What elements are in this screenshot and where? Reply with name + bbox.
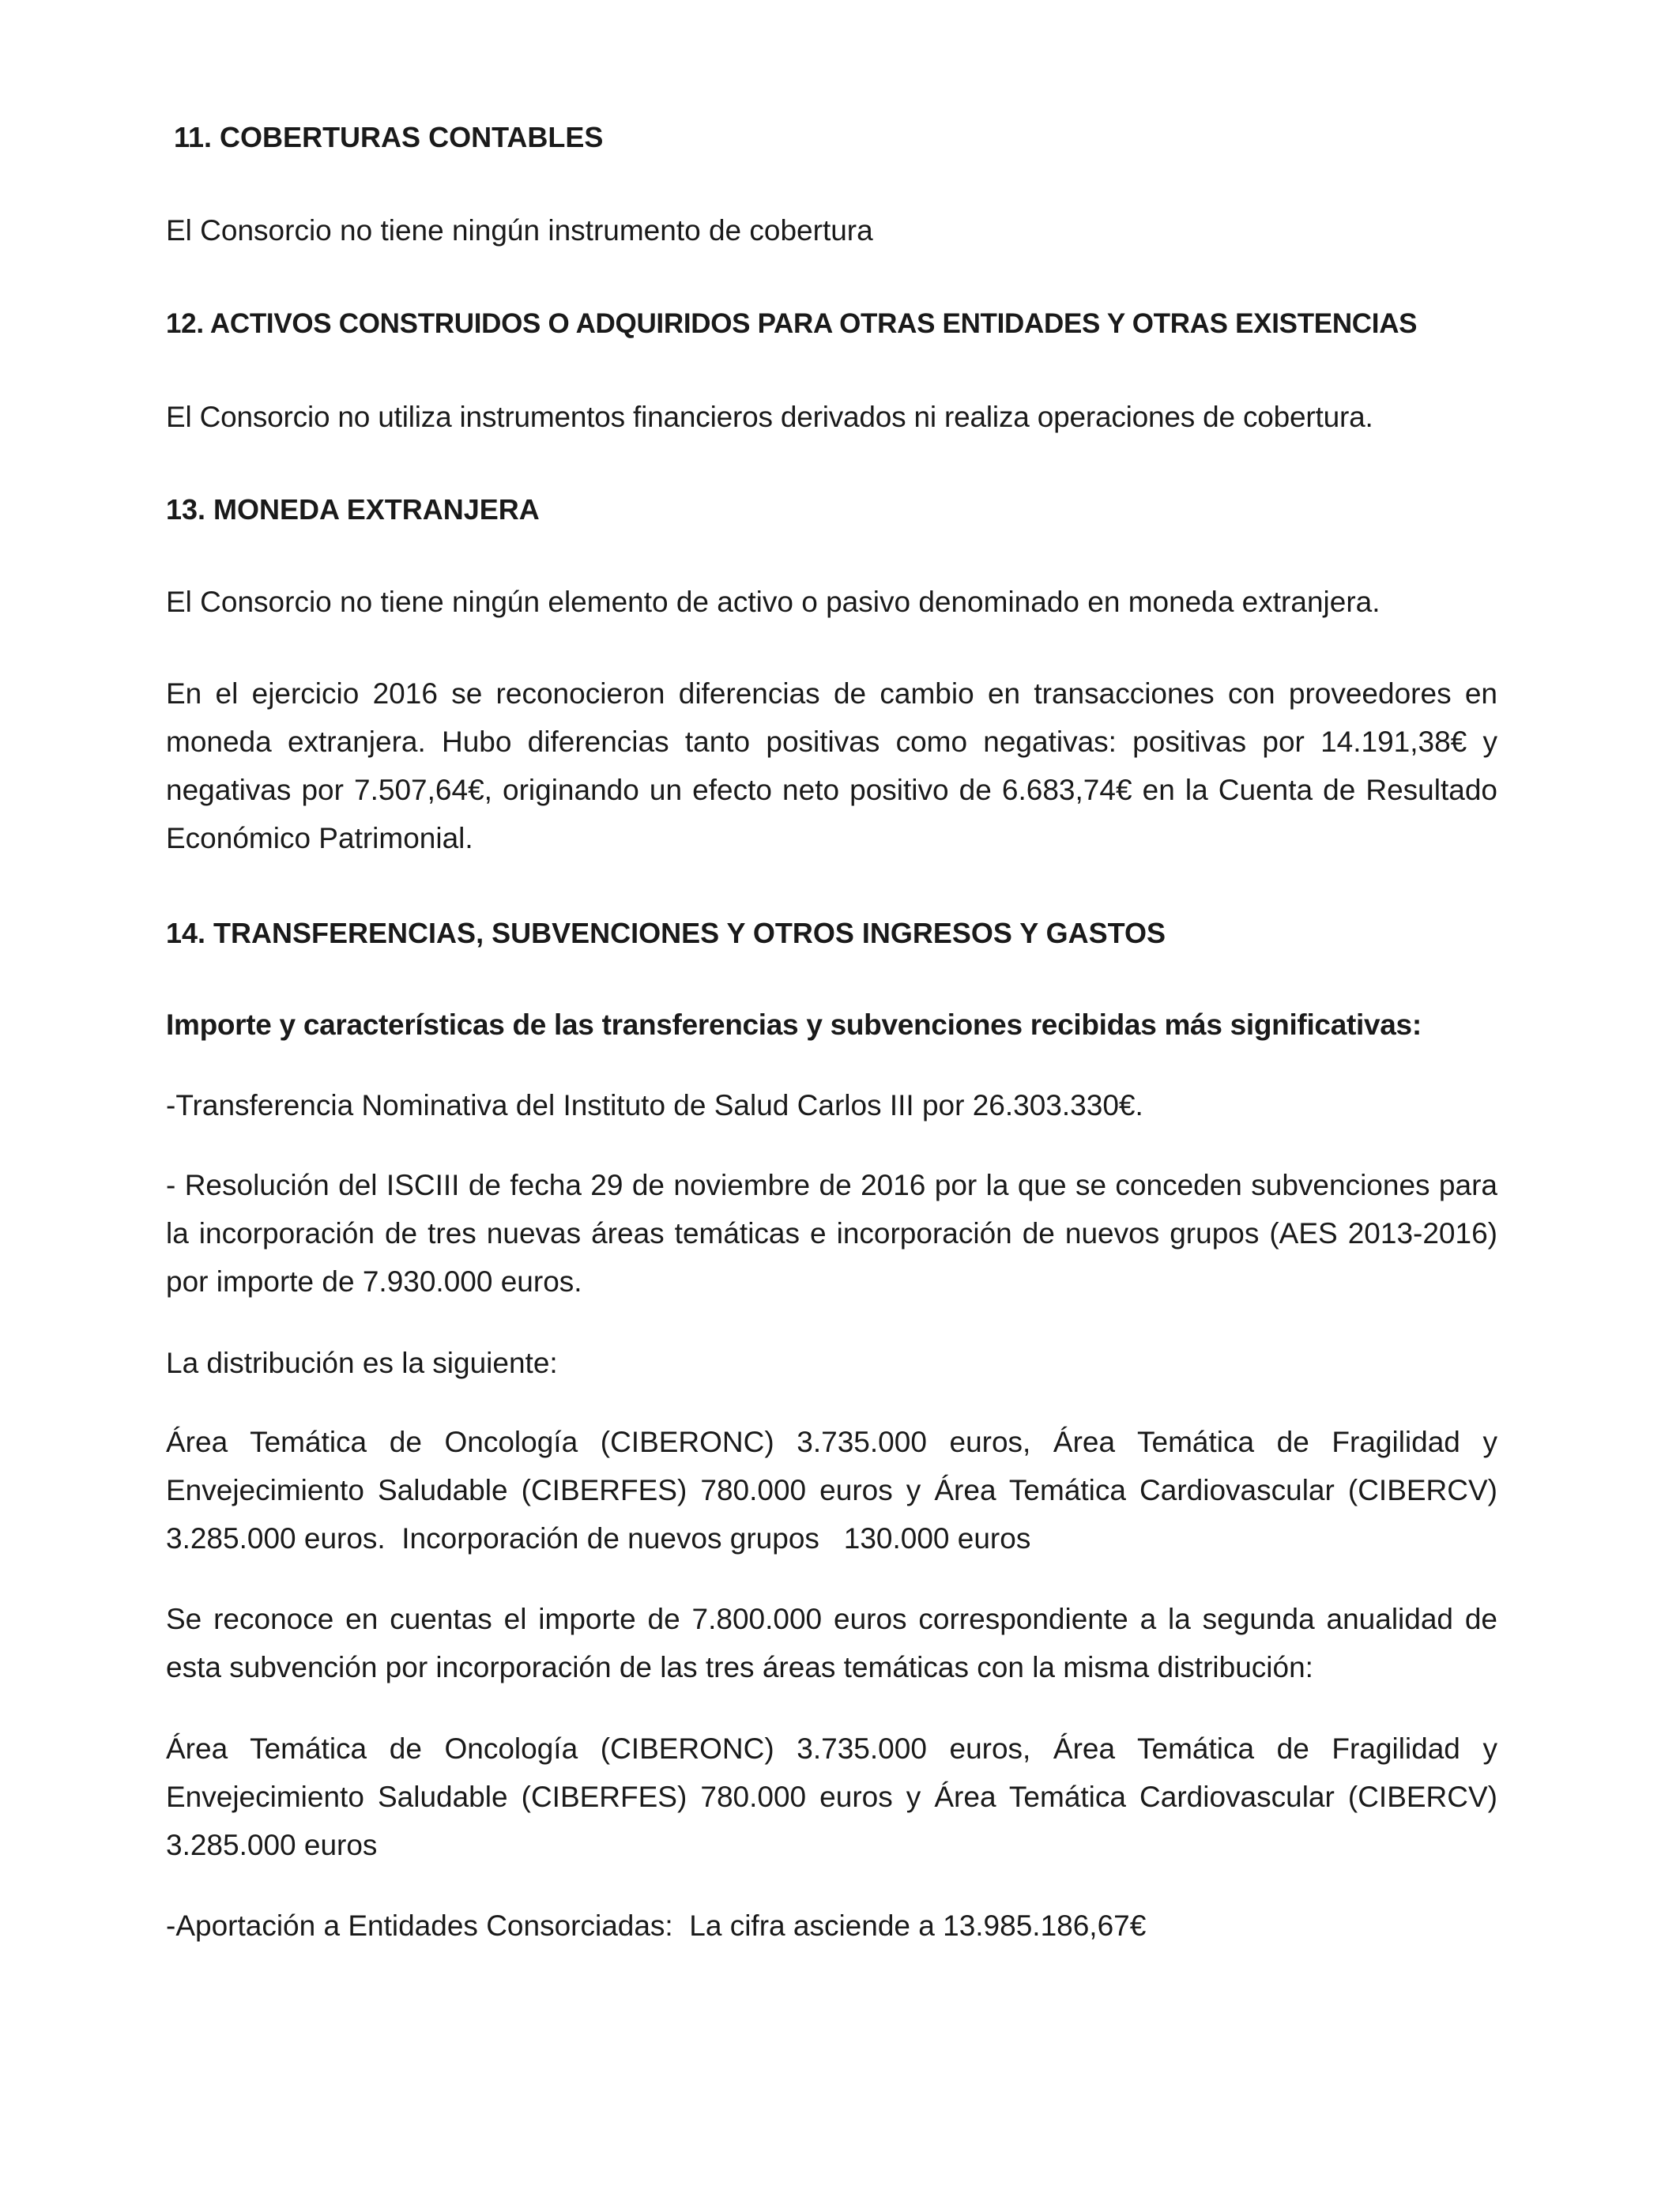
section-14-paragraph-7: -Aportación a Entidades Consorciadas: La cifra asciende a 13.985.186,67€ bbox=[166, 1909, 1147, 1942]
section-11-body: El Consorcio no tiene ningún instrumento de cobertura bbox=[166, 214, 873, 247]
section-14-paragraph-6: Área Temática de Oncología (CIBERONC) 3.735.000 euros, Área Temática de Fragilidad y Envejecimiento Saludable (CIBERFES) 780.000 euros y Área Temática Cardiovascular (CIBERCV) 3.285.000 euros bbox=[166, 1732, 1497, 1861]
section-14-paragraph-2: - Resolución del ISCIII de fecha 29 de noviembre de 2016 por la que se conceden subvenciones para la incorporación de tres nuevas áreas temáticas e incorporación de nuevos grupos (AES 2013-2016) por importe de 7.930.000 euros. bbox=[166, 1169, 1497, 1298]
section-12-body: El Consorcio no utiliza instrumentos financieros derivados ni realiza operaciones de cobertura. bbox=[166, 401, 1373, 433]
section-14-subheading: Importe y características de las transferencias y subvenciones recibidas más significativas: bbox=[166, 1008, 1422, 1041]
section-14-paragraph-4: Área Temática de Oncología (CIBERONC) 3.735.000 euros, Área Temática de Fragilidad y Envejecimiento Saludable (CIBERFES) 780.000 euros y Área Temática Cardiovascular (CIBERCV) 3.285.000 euros. Incorporación de nuevos grupos 130.000 euros bbox=[166, 1426, 1506, 1555]
section-11-heading: 11. COBERTURAS CONTABLES bbox=[174, 121, 604, 153]
section-12-heading: 12. ACTIVOS CONSTRUIDOS O ADQUIRIDOS PARA OTRAS ENTIDADES Y OTRAS EXISTENCIAS bbox=[166, 308, 1418, 339]
section-13-heading: 13. MONEDA EXTRANJERA bbox=[166, 493, 540, 526]
section-13-body-1: El Consorcio no tiene ningún elemento de activo o pasivo denominado en moneda extranjera. bbox=[166, 586, 1381, 618]
section-14-paragraph-3: La distribución es la siguiente: bbox=[166, 1347, 558, 1379]
section-13-body-2: En el ejercicio 2016 se reconocieron diferencias de cambio en transacciones con proveedores en moneda extranjera. Hubo diferencias tanto positivas como negativas: positivas por 14.191,38€ y negativas por 7.507,64€, originando un efecto neto positivo de 6.683,74€ en la Cuenta de Resultado Económico Patrimonial. bbox=[166, 677, 1497, 854]
section-14-paragraph-5: Se reconoce en cuentas el importe de 7.800.000 euros correspondiente a la segunda anualidad de esta subvención por incorporación de las tres áreas temáticas con la misma distribución: bbox=[166, 1603, 1497, 1683]
section-14-paragraph-1: -Transferencia Nominativa del Instituto de Salud Carlos III por 26.303.330€. bbox=[166, 1089, 1143, 1122]
section-14-heading: 14. TRANSFERENCIAS, SUBVENCIONES Y OTROS INGRESOS Y GASTOS bbox=[166, 917, 1166, 949]
